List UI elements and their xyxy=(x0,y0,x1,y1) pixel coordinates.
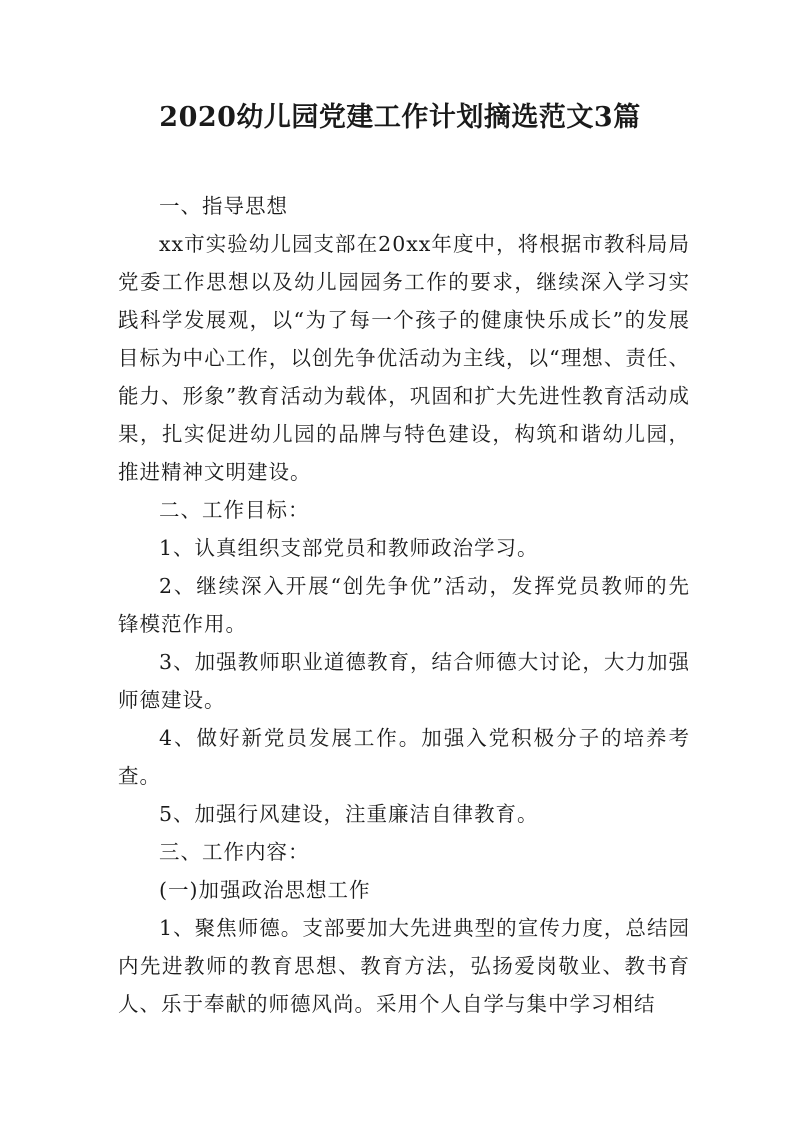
goal-item-3: 3、加强教师职业道德教育，结合师德大讨论，大力加强师德建设。 xyxy=(118,650,690,712)
section-heading-work-content: 三、工作内容： xyxy=(159,840,310,864)
goal-item-1: 1、认真组织支部党员和教师政治学习。 xyxy=(159,536,539,560)
document-body xyxy=(118,187,690,1023)
section-heading-guiding-ideology: 一、指导思想 xyxy=(159,194,288,218)
goal-item-5: 5、加强行风建设，注重廉洁自律教育。 xyxy=(159,802,539,826)
paragraph-guiding-ideology: xx市实验幼儿园支部在20xx年度中，将根据市教科局局党委工作思想以及幼儿园园务工作的要求，继续深入学习实践科学发展观，以“为了每一个孩子的健康快乐成长”的发展目标为中心工作，以创先争优活动为主线，以“理想、责任、能力、形象”教育活动为载体，巩固和扩大先进性教育活动成果，扎实促进幼儿园的品牌与特色建设，构筑和谐幼儿园，推进精神文明建设。 xyxy=(118,232,690,484)
document-title: 2020幼儿园党建工作计划摘选范文3篇 xyxy=(159,102,641,133)
goal-item-4: 4、做好新党员发展工作。加强入党积极分子的培养考查。 xyxy=(118,726,690,788)
section-heading-work-goals: 二、工作目标： xyxy=(159,498,310,522)
goal-item-2: 2、继续深入开展“创先争优”活动，发挥党员教师的先锋模范作用。 xyxy=(118,574,690,636)
subsection-heading-political-work: (一)加强政治思想工作 xyxy=(159,878,371,902)
paragraph-teacher-ethics: 1、聚焦师德。支部要加大先进典型的宣传力度，总结园内先进教师的教育思想、教育方法，弘扬爱岗敬业、教书育人、乐于奉献的师德风尚。采用个人自学与集中学习相结 xyxy=(118,916,690,1016)
